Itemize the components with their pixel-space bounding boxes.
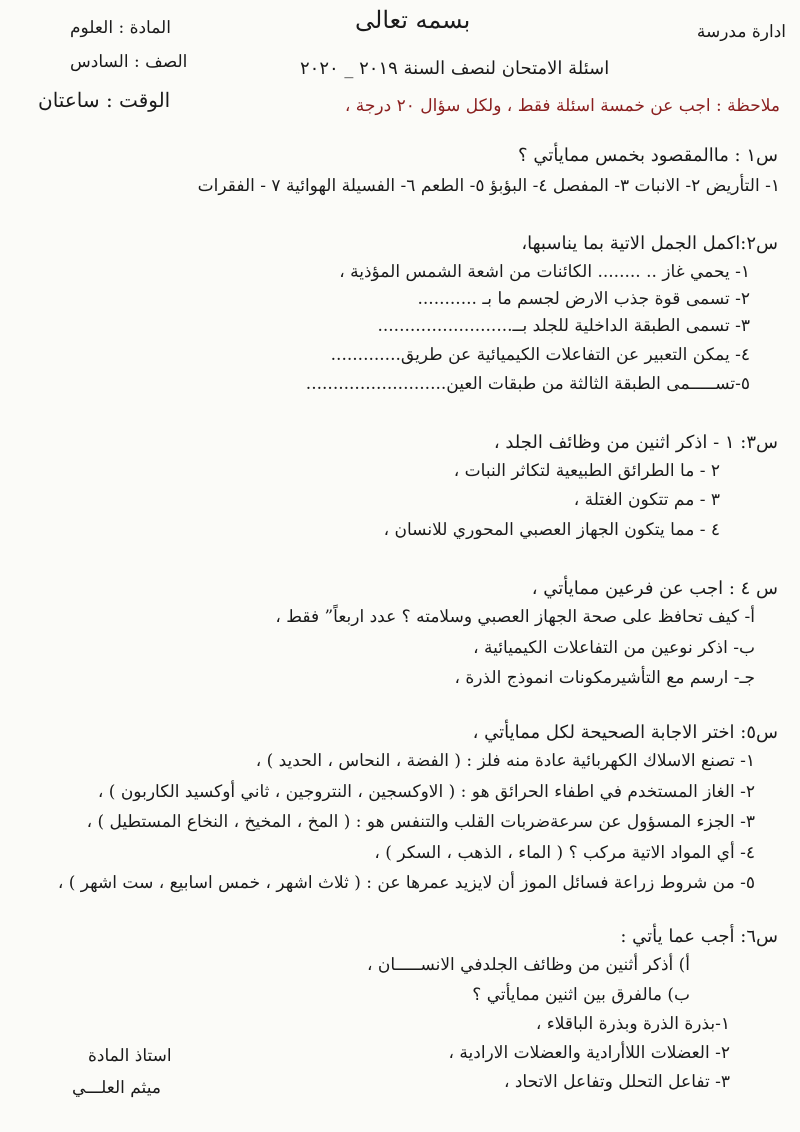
q2-title: س٢:اكمل الجمل الاتية بما يناسبها، — [521, 233, 778, 254]
q4-item-c: جـ- ارسم مع التأشيرمكونات انموذج الذرة ، — [454, 668, 755, 688]
q6-item-3: ٣- تفاعل التحلل وتفاعل الاتحاد ، — [503, 1072, 730, 1092]
q6-part-b: ب) مالفرق بين اثنين ممايأتي ؟ — [472, 985, 690, 1005]
q5-item-3: ٣- الجزء المسؤول عن سرعةضربات القلب والتنفس هو : ( المخ ، المخيخ ، النخاع المستطيل ) ، — [86, 812, 755, 832]
teacher-name: ميثم العلـــي — [72, 1078, 161, 1098]
q6-item-2: ٢- العضلات اللاأرادية والعضلات الارادية ، — [448, 1043, 730, 1063]
exam-note: ملاحظة : اجب عن خمسة اسئلة فقط ، ولكل سؤال ٢٠ درجة ، — [344, 96, 780, 116]
subject-field: المادة : العلوم — [70, 18, 171, 38]
exam-title: اسئلة الامتحان لنصف السنة ٢٠١٩ _ ٢٠٢٠ — [300, 58, 610, 79]
q4-title: س ٤ : اجب عن فرعين ممايأتي ، — [531, 578, 778, 599]
q3-item-4: ٤ - مما يتكون الجهاز العصبي المحوري للانسان ، — [383, 520, 720, 540]
q3-item-2: ٢ - ما الطرائق الطبيعية لتكاثر النبات ، — [453, 461, 720, 481]
q2-item-2: ٢- تسمى قوة جذب الارض لجسم ما بـ ........... — [417, 289, 750, 309]
q5-item-1: ١- تصنع الاسلاك الكهربائية عادة منه فلز : ( الفضة ، النحاس ، الحديد ) ، — [255, 751, 755, 771]
basmala: بسمه تعالى — [355, 6, 471, 34]
q5-item-4: ٤- أي المواد الاتية مركب ؟ ( الماء ، الذهب ، السكر ) ، — [374, 843, 755, 863]
q6-item-1: ١-بذرة الذرة وبذرة الباقلاء ، — [535, 1014, 730, 1034]
q4-item-b: ب- اذكر نوعين من التفاعلات الكيميائية ، — [473, 638, 755, 658]
school-admin: ادارة مدرسة — [696, 22, 786, 42]
q1-items: ١- التأريض ٢- الانبات ٣- المفصل ٤- البؤبؤ ٥- الطعم ٦- الفسيلة الهوائية ٧ - الفقرات — [197, 176, 780, 196]
q5-title: س٥: اختر الاجابة الصحيحة لكل ممايأتي ، — [472, 722, 778, 743]
q2-item-3: ٣- تسمى الطبقة الداخلية للجلد بــ......................... — [377, 316, 750, 336]
q5-item-5: ٥- من شروط زراعة فسائل الموز أن لايزيد عمرها عن : ( ثلاث اشهر ، خمس اسابيع ، ست اشهر ) ، — [57, 873, 755, 893]
q1-title: س١ : ماالمقصود بخمس ممايأتي ؟ — [518, 145, 778, 166]
q2-item-5: ٥-تســـــمى الطبقة الثالثة من طبقات العين.......................... — [305, 374, 750, 394]
q6-title: س٦: أجب عما يأتي : — [620, 926, 778, 947]
q4-item-a: أ- كيف تحافظ على صحة الجهاز العصبي وسلامته ؟ عدد اربعاً” فقط ، — [275, 607, 755, 627]
q3-item-3: ٣ - مم تتكون الغتلة ، — [573, 490, 720, 510]
q2-item-1: ١- يحمي غاز .. ........ الكائنات من اشعة الشمس المؤذية ، — [339, 262, 750, 282]
grade-field: الصف : السادس — [70, 52, 188, 72]
q2-item-4: ٤- يمكن التعبير عن التفاعلات الكيميائية عن طريق............. — [330, 345, 750, 365]
q3-title: س٣: ١ - اذكر اثنين من وظائف الجلد ، — [493, 432, 778, 453]
teacher-label: استاذ المادة — [88, 1046, 172, 1066]
time-field: الوقت : ساعتان — [38, 88, 171, 112]
q6-part-a: أ) أذكر أثنين من وظائف الجلدفي الانســـــان ، — [367, 955, 690, 975]
q5-item-2: ٢- الغاز المستخدم في اطفاء الحرائق هو : ( الاوكسجين ، النتروجين ، ثاني أوكسيد الكاربون ) ، — [97, 782, 755, 802]
